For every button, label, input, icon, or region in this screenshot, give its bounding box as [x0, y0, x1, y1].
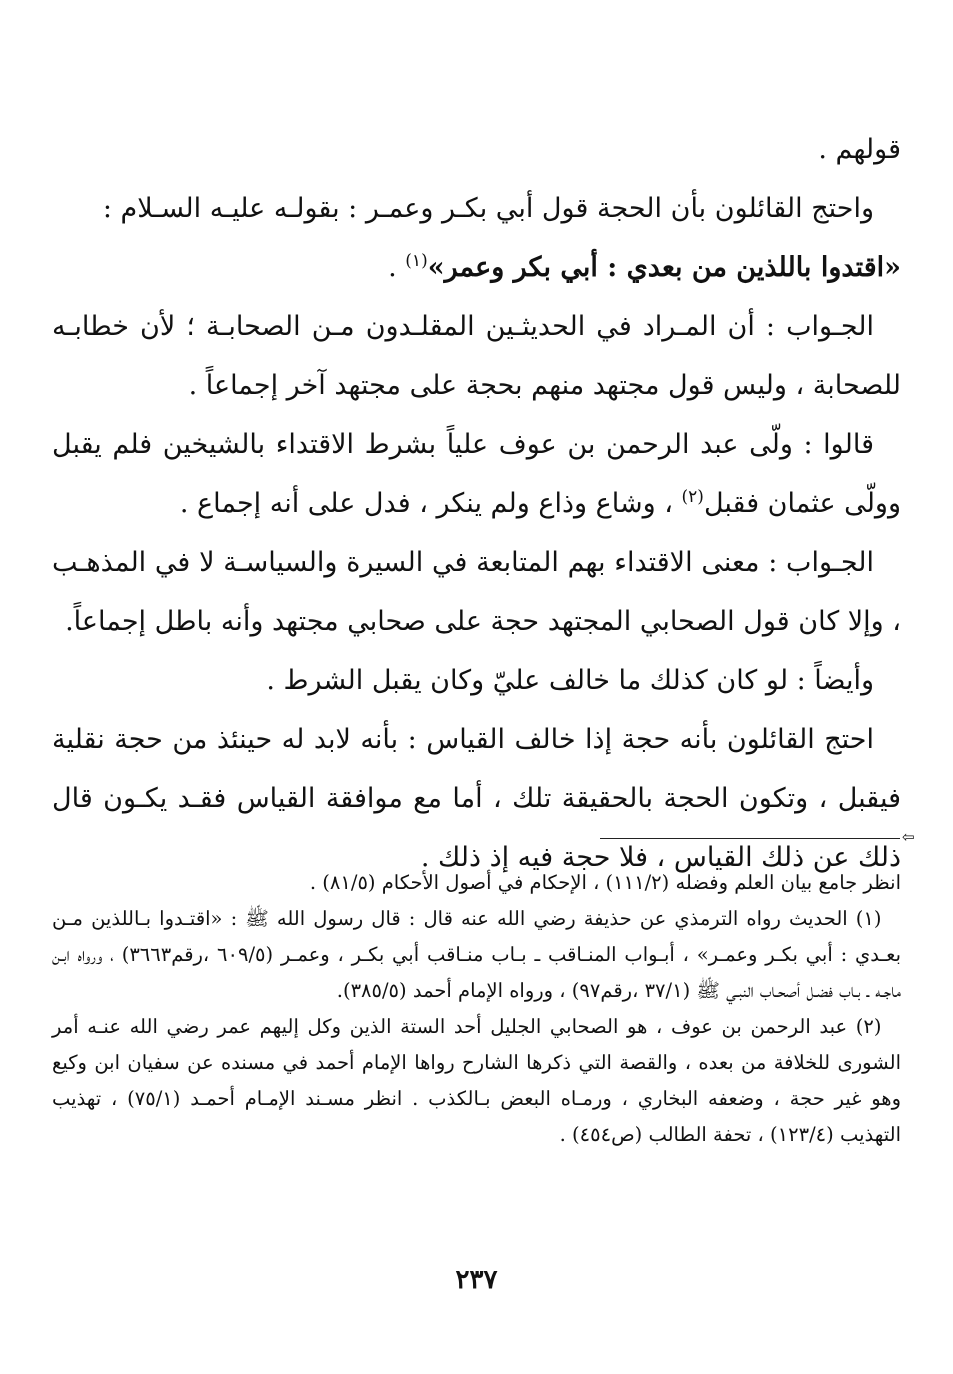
- paragraph-1: واحتج القائلون بأن الحجة قول أبي بكـر وعمـر : بقولـه عليـه السـلام :: [102, 193, 874, 224]
- paragraph-4-b: ، وشاع وذاع ولم ينكر ، فدل على أنه إجماع .: [179, 488, 682, 519]
- footnote-ref-1: (١): [405, 251, 428, 271]
- paragraph-2-end: .: [388, 252, 406, 283]
- page-number: ٢٣٧: [455, 1265, 498, 1295]
- separator-arrow-icon: ⇦: [902, 828, 915, 846]
- paragraph-4-a: قالوا : ولّى عبد الرحمن بن عوف علياً بشرط الاقتداء بالشيخين فلم يقبل وولّى عثمان فقبل: [52, 429, 901, 519]
- main-text: [52, 120, 901, 887]
- paragraph-2: [52, 238, 901, 297]
- footnote-continued: انظر جامع بيان العلم وفضله (١١١/٢) ، الإحكام في أصول الأحكام (٨١/٥) .: [309, 871, 901, 894]
- footnote-2: (٢) عبد الرحمن بن عوف ، هو الصحابي الجليل أحد الستة الذين وكل إليهم عمر رضي الله عنـه أمر الشورى للخلافة من بعده ، والقصة التي ذكرها الشارح رواها الإمام أحمد في مسنده عن سفيان ابن وكيع وهو غير حجة ، وضعفه البخاري ، ورمـاه البعض بـالكذب . انظر مسـند الإمـام أحمـد (٧٥/١) ، تهذيب التهذيب (١٢٣/٤) ، تحفة الطالب (ص٤٥٤) .: [52, 1015, 901, 1146]
- paragraph-5: الجـواب : معنى الاقتداء بهم المتابعة في السيرة والسياسـة لا في المذهـب ، وإلا كان قول الصحابي المجتهد حجة على صحابي مجتهد وأنه باطل إجماعاً.: [52, 547, 901, 637]
- paragraph-7: احتج القائلون بأنه حجة إذا خالف القياس : بأنه لابد له حينئذ من حجة نقلية فيقبل ، وتكون الحجة بالحقيقة تلك ، أما مع موافقة القياس فقـد يكـون قال ذلك عن ذلك القياس ، فلا حجة فيه إذ ذلك .: [52, 724, 901, 873]
- hadith-quote: «اقتدوا باللذين من بعدي : أبي بكر وعمر»: [427, 252, 901, 283]
- paragraph-3: الجـواب : أن المـراد في الحديثـين المقلـدون مـن الصحابـة ؛ لأن خطابـه للصحابة ، وليس قول مجتهد منهم بحجة على مجتهد آخر إجماعاً .: [52, 311, 901, 401]
- paragraph-6: وأيضاً : لو كان كذلك ما خالف عليّ وكان يقبل الشرط .: [266, 665, 874, 696]
- footnote-1: (١) الحديث رواه الترمذي عن حذيفة رضي الله عنه قال : قال رسول الله ﷺ : «اقتـدوا بـاللذين مـن بعـدي : أبي بكـر وعمـر» ، أبـواب المنـاقب ـ بـاب منـاقب أبي بكـر ، وعمـر (٦٠٩/٥ ،رقم٣٦٦٣) ، ورواه ابـن ماجـه ـ بـاب فضـل أصحـاب النبـي ﷺ (٣٧/١ ،رقم٩٧) ، ورواه الإمام أحمد (٣٨٥/٥).: [52, 907, 901, 1002]
- footnote-separator: [600, 838, 900, 839]
- footnote-ref-2: (٢): [681, 487, 704, 507]
- paragraph-4: [52, 415, 901, 533]
- footnotes: [52, 865, 901, 1153]
- paragraph-0: قولهم .: [818, 134, 901, 165]
